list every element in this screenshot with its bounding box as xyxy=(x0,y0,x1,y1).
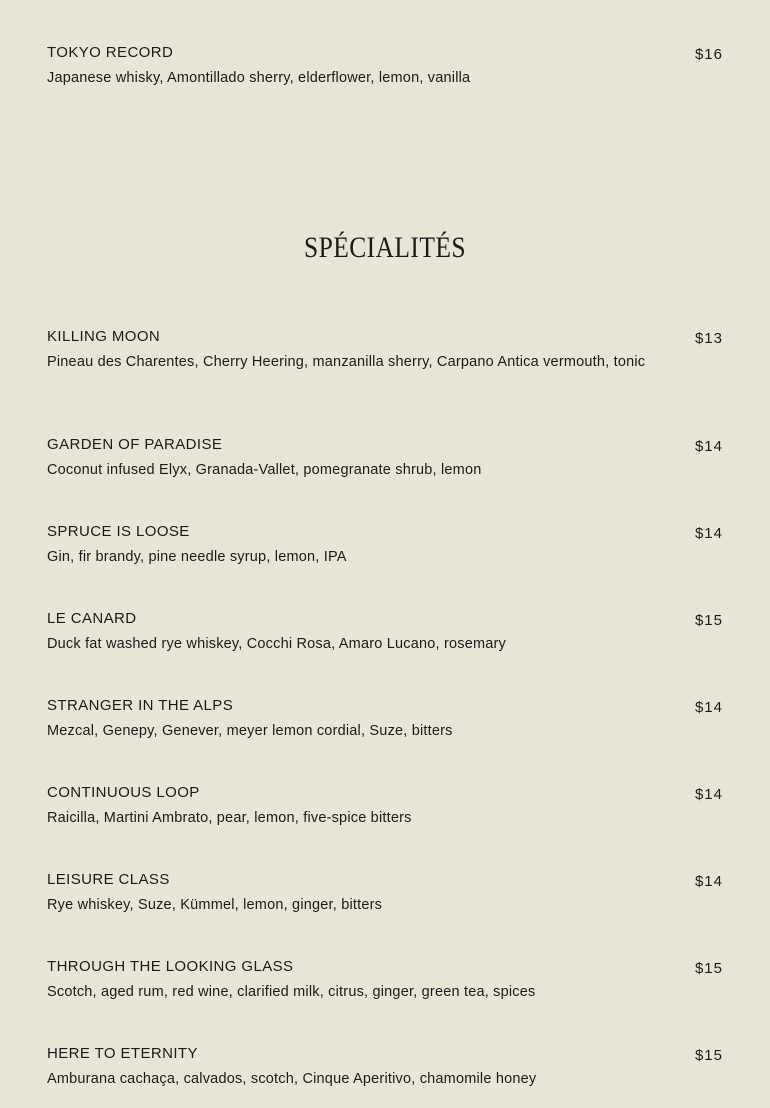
menu-item xyxy=(47,697,723,741)
menu-item-price: $14 xyxy=(694,873,723,890)
menu-item xyxy=(47,523,723,567)
menu-item-name: CONTINUOUS LOOP xyxy=(47,784,200,801)
menu-item-price: $14 xyxy=(694,786,723,803)
menu-item-name: TOKYO RECORD xyxy=(47,44,174,61)
menu-item-tokyo-record xyxy=(47,44,723,88)
menu-item-name: KILLING MOON xyxy=(47,328,161,345)
menu-item-description: Mezcal, Genepy, Genever, meyer lemon cordial, Suze, bitters xyxy=(47,723,453,739)
menu-item-description: Japanese whisky, Amontillado sherry, elderflower, lemon, vanilla xyxy=(47,70,471,86)
menu-item-name: GARDEN OF PARADISE xyxy=(47,436,223,453)
menu-item-name: LE CANARD xyxy=(47,610,137,627)
menu-item-name: HERE TO ETERNITY xyxy=(47,1045,198,1062)
menu-item-price: $15 xyxy=(694,960,723,977)
menu-item-name: SPRUCE IS LOOSE xyxy=(47,523,190,540)
menu-item xyxy=(47,1045,723,1089)
menu-item-description: Coconut infused Elyx, Granada-Vallet, pomegranate shrub, lemon xyxy=(47,462,482,478)
menu-item xyxy=(47,958,723,1002)
menu-item-description: Gin, fir brandy, pine needle syrup, lemon, IPA xyxy=(47,549,347,565)
menu-item xyxy=(47,784,723,828)
menu-item-description: Scotch, aged rum, red wine, clarified milk, citrus, ginger, green tea, spices xyxy=(47,984,536,1000)
menu-item-price: $14 xyxy=(694,525,723,542)
menu-item-description: Rye whiskey, Suze, Kümmel, lemon, ginger, bitters xyxy=(47,897,383,913)
menu-item-description: Pineau des Charentes, Cherry Heering, manzanilla sherry, Carpano Antica vermouth, tonic xyxy=(47,354,646,370)
menu-item-description: Duck fat washed rye whiskey, Cocchi Rosa, Amaro Lucano, rosemary xyxy=(47,636,506,652)
menu-item-price: $14 xyxy=(694,438,723,455)
menu-item-price: $13 xyxy=(694,330,723,347)
menu-item-description: Raicilla, Martini Ambrato, pear, lemon, five-spice bitters xyxy=(47,810,412,826)
menu-item xyxy=(47,871,723,915)
menu-item xyxy=(47,328,723,372)
menu-item-name: THROUGH THE LOOKING GLASS xyxy=(47,958,294,975)
menu-item-price: $16 xyxy=(694,46,723,63)
section-title: SPÉCIALITÉS xyxy=(304,231,466,264)
menu-item-price: $15 xyxy=(694,612,723,629)
menu-item-price: $14 xyxy=(694,699,723,716)
menu-item-name: STRANGER IN THE ALPS xyxy=(47,697,234,714)
menu-item xyxy=(47,610,723,654)
menu-item xyxy=(47,436,723,480)
menu-item-name: LEISURE CLASS xyxy=(47,871,170,888)
menu-item-description: Amburana cachaça, calvados, scotch, Cinque Aperitivo, chamomile honey xyxy=(47,1071,537,1087)
menu-item-price: $15 xyxy=(694,1047,723,1064)
